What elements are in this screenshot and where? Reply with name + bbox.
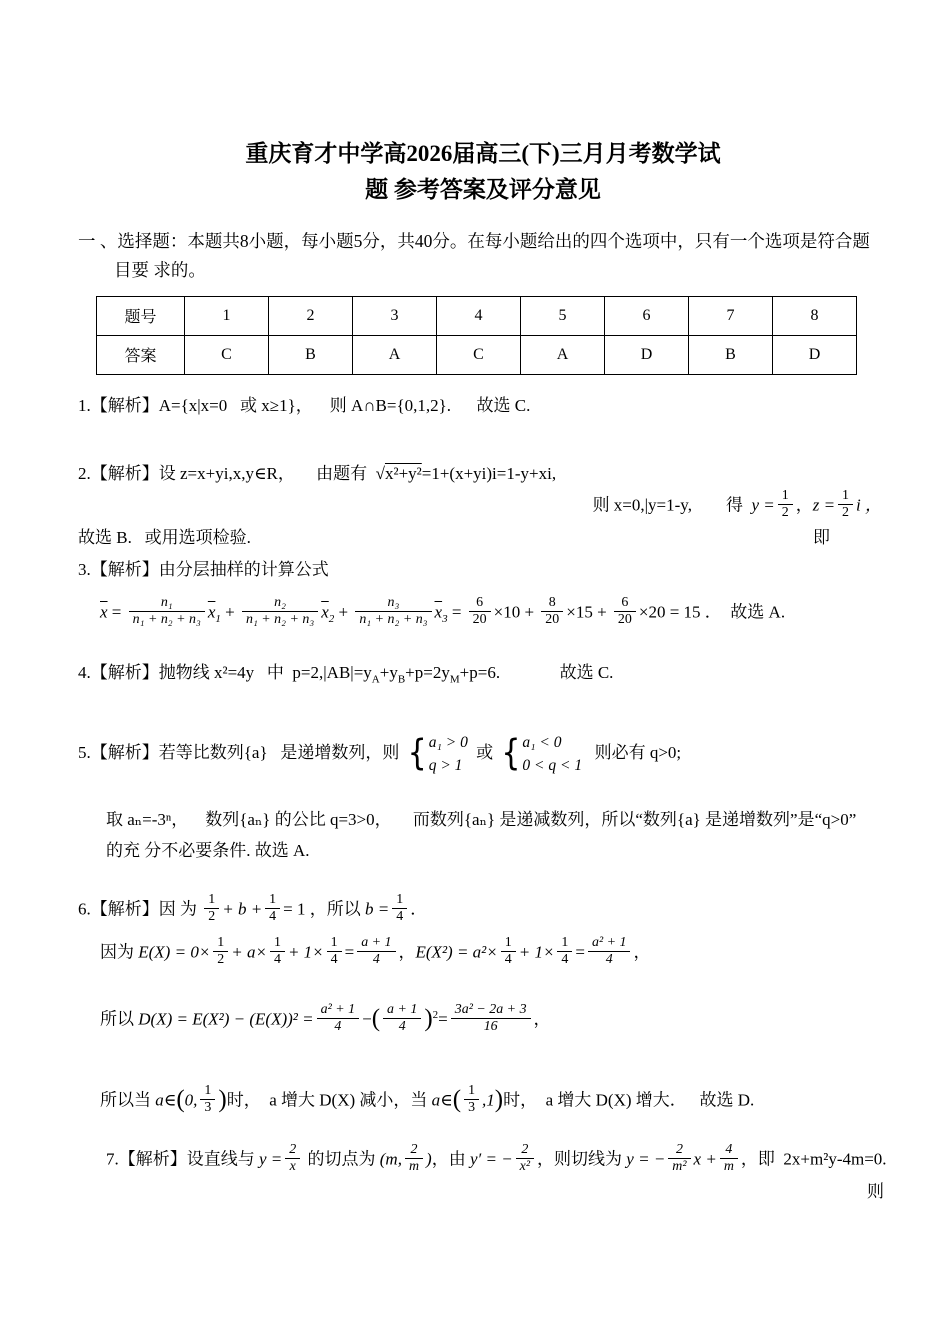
solution-line: [78, 894, 888, 927]
math-var: i ，: [856, 495, 882, 515]
frac-num: 1: [269, 892, 277, 908]
frac-den: 4: [357, 951, 395, 968]
math-var: y =: [751, 495, 775, 515]
solution-text: 因 为: [158, 899, 202, 919]
math-var: y = −: [626, 1149, 666, 1169]
math-fraction: [392, 892, 407, 925]
solution-7: [106, 1144, 888, 1205]
answer-cell: A: [353, 335, 437, 374]
solution-text: ，: [533, 1009, 551, 1029]
frac-den: 3: [200, 1099, 215, 1116]
brace-icon: {: [407, 732, 427, 775]
math-op: +: [338, 602, 349, 622]
frac-num: 3a² − 2a + 3: [454, 1002, 527, 1018]
solution-text: 时， a 增大 D(X) 增大． 故选 D.: [503, 1090, 755, 1110]
solution-number: 7.: [106, 1149, 119, 1169]
frac-den: 20: [541, 611, 563, 628]
frac-den: 20: [614, 611, 636, 628]
solution-line: [100, 1085, 888, 1118]
math-fraction: [327, 935, 342, 968]
case-row: a₁ < 0: [522, 733, 562, 751]
math-expr: E(X) = 0×: [138, 942, 211, 962]
frac-num: 1: [273, 935, 281, 951]
math-op: + a×: [231, 942, 267, 962]
frac-num: 1: [330, 935, 338, 951]
case-row: a₁ > 0: [428, 733, 468, 751]
solution-text: ，则切线为: [537, 1149, 627, 1169]
solution-text: A={x|x=0 或 x≥1}， 则 A∩B={0,1,2}. 故选 C.: [158, 395, 531, 415]
frac-num: 2: [675, 1142, 683, 1158]
solution-text: 或: [471, 743, 498, 762]
math-fraction: [405, 1142, 423, 1175]
solution-6: [78, 894, 888, 1118]
solution-text: ，: [633, 942, 651, 962]
right-paren: ): [494, 1085, 504, 1113]
math-sub: A: [371, 673, 380, 686]
math-op: + 1×: [518, 942, 555, 962]
solution-text: ，所以: [305, 899, 365, 919]
question-number-row: [97, 296, 857, 335]
math-fraction: [270, 935, 285, 968]
frac-num: 2: [289, 1142, 297, 1158]
math-var: b =: [364, 899, 390, 919]
number-cell: 8: [773, 296, 857, 335]
math-var: y =: [259, 1149, 283, 1169]
solution-text: 抛物线 x²=4y 中 p=2,|AB|=y: [158, 663, 372, 683]
frac-num: 6: [476, 595, 484, 611]
math-fraction: [588, 935, 631, 968]
solution-line: 的充 分不必要条件. 故选 A.: [106, 840, 310, 860]
solution-text: ，: [795, 495, 813, 515]
frac-num: 8: [548, 595, 556, 611]
solution-text: 故选 B. 或用选项检验.: [78, 527, 251, 547]
math-fraction: [720, 1142, 738, 1175]
section-line-1: 一 、选择题：本题共8小题，每小题5分，共40分。在每小题给出的四个选项中，只有一个选项是符合题: [78, 231, 870, 252]
answer-cell: C: [185, 335, 269, 374]
math-op: =: [438, 1009, 448, 1029]
solution-2: [78, 461, 888, 551]
math-fraction: [357, 935, 395, 968]
math-fraction: [355, 595, 431, 628]
brace-icon: {: [501, 732, 521, 775]
math-var: $\overline{x}$: [434, 602, 443, 622]
math-sub: 1: [215, 613, 221, 626]
number-cell: 2: [269, 296, 353, 335]
frac-den: 4: [270, 951, 285, 968]
stratified-sampling-formula: [100, 597, 888, 630]
frac-num: 1: [217, 935, 225, 951]
frac-num: 6: [621, 595, 629, 611]
section-heading: [78, 227, 888, 284]
math-var: z =: [812, 495, 836, 515]
case-system: [501, 731, 582, 778]
solution-text: 由分层抽样的计算公式: [158, 560, 329, 580]
math-fraction: [614, 595, 636, 628]
math-fraction: [838, 488, 853, 521]
solution-text: ．: [410, 899, 428, 919]
solution-4: [78, 660, 888, 688]
analysis-tag: 【解析】: [90, 899, 159, 919]
answer-cell: D: [605, 335, 689, 374]
solution-text: ，由: [431, 1149, 470, 1169]
math-sub: B: [397, 673, 406, 686]
frac-den: 4: [557, 951, 572, 968]
right-paren: ): [424, 1004, 433, 1032]
math-expr: D(X) = E(X²) − (E(X))² =: [138, 1009, 314, 1029]
math-fraction: [541, 595, 563, 628]
solution-text: ，: [398, 942, 416, 962]
frac-den: 4: [265, 908, 280, 925]
frac-den: 4: [327, 951, 342, 968]
frac-den: m: [405, 1158, 423, 1175]
solution-line: [78, 461, 888, 487]
math-fraction: [129, 595, 205, 628]
sqrt-icon: √: [375, 464, 385, 484]
math-var: $\overline{x}$: [100, 602, 108, 622]
frac-den: 2: [838, 504, 853, 521]
solution-text: 若等比数列{a} 是递增数列，则: [158, 743, 404, 762]
case-row: q > 1: [428, 757, 463, 775]
math-sub: M: [449, 673, 460, 686]
frac-num: 1: [468, 1083, 476, 1099]
frac-num: n₂: [274, 595, 286, 611]
frac-num: 4: [725, 1142, 733, 1158]
solution-number: 6.: [78, 899, 91, 919]
frac-num: a² + 1: [591, 935, 627, 951]
solution-text: 则必有 q>0;: [586, 743, 682, 762]
math-expr: E(X²) = a²×: [415, 942, 498, 962]
frac-den: 2: [204, 908, 219, 925]
math-sup: 2: [432, 1008, 439, 1021]
math-fraction: [778, 488, 793, 521]
math-fraction: [464, 1083, 479, 1116]
frac-num: n₃: [387, 595, 400, 611]
math-op: =: [111, 602, 122, 622]
math-fraction: [285, 1142, 300, 1175]
analysis-tag: 【解析】: [90, 395, 159, 415]
solution-text: +y: [379, 663, 398, 683]
header-cell: 答案: [97, 335, 185, 374]
math-fraction: [516, 1142, 534, 1175]
math-fraction: [383, 1002, 421, 1035]
math-sub: 3: [442, 613, 448, 626]
math-fraction: [469, 595, 491, 628]
frac-den: 2: [778, 504, 793, 521]
math-op: +: [225, 602, 235, 622]
title-line-1: 重庆育才中学高2026届高三(下)三月月考数学试: [245, 141, 721, 166]
math-text: 0,: [184, 1090, 198, 1110]
analysis-tag: 【解析】: [90, 464, 159, 484]
frac-num: a + 1: [387, 1002, 418, 1018]
solution-3: [78, 557, 888, 630]
solution-text: 故选 C.: [500, 663, 614, 683]
frac-num: 1: [204, 1083, 212, 1099]
solution-line: [78, 731, 888, 778]
math-op: + b +: [222, 899, 263, 919]
number-cell: 3: [353, 296, 437, 335]
math-op: =: [344, 942, 355, 962]
answer-row: [97, 335, 857, 374]
frac-num: 2: [521, 1142, 529, 1158]
frac-num: 1: [842, 487, 850, 503]
answer-cell: C: [437, 335, 521, 374]
answer-cell: B: [269, 335, 353, 374]
header-cell: 题号: [97, 296, 185, 335]
number-cell: 6: [605, 296, 689, 335]
solution-number: 5.: [78, 743, 91, 762]
math-var: y′ = −: [469, 1149, 513, 1169]
left-paren: (: [176, 1085, 185, 1113]
frac-num: n₁: [160, 595, 173, 611]
document-title: [78, 136, 888, 207]
analysis-tag: 【解析】: [118, 1149, 187, 1169]
case-rows: [522, 731, 582, 778]
frac-num: a² + 1: [320, 1002, 356, 1018]
frac-den: 4: [392, 908, 407, 925]
frac-num: 2: [410, 1142, 418, 1158]
solution-line: [78, 660, 888, 688]
math-op: x +: [693, 1149, 717, 1169]
frac-num: 1: [396, 892, 404, 908]
math-text: ,1: [482, 1090, 495, 1110]
frac-den: n₁ + n₂ + n₃: [242, 611, 318, 628]
solution-text: =1+(x+yi)i=1-y+xi,: [421, 464, 557, 484]
solution-number: 4.: [78, 663, 91, 683]
analysis-tag: 【解析】: [90, 560, 159, 580]
math-op: =: [451, 602, 462, 622]
math-op: =: [575, 942, 585, 962]
solution-text: 时， a 增大 D(X) 减小，当: [226, 1090, 432, 1110]
math-fraction: [557, 935, 572, 968]
answer-cell: D: [773, 335, 857, 374]
frac-den: 4: [317, 1018, 360, 1035]
solution-line: [100, 937, 888, 970]
math-fraction: [451, 1002, 531, 1035]
solution-5: [78, 731, 888, 864]
solution-text: +p=2y: [405, 663, 450, 683]
math-op: −: [362, 1009, 372, 1029]
solution-text: 所以当: [100, 1090, 156, 1110]
math-text: ): [426, 1149, 432, 1169]
frac-den: 20: [469, 611, 491, 628]
solution-text: 设 z=x+yi,x,y∈R， 由题有: [158, 464, 376, 484]
math-op: ×15 +: [566, 602, 607, 622]
math-op: ×20 = 15: [638, 602, 701, 622]
solution-number: 3.: [78, 560, 91, 580]
frac-den: m²: [668, 1158, 690, 1175]
solution-1: [78, 393, 888, 419]
solution-text: 设直线与: [186, 1149, 259, 1169]
frac-den: x: [285, 1158, 300, 1175]
solution-line: [78, 557, 888, 583]
frac-den: 4: [501, 951, 516, 968]
math-fraction: [317, 1002, 360, 1035]
solution-text: 即: [813, 527, 830, 547]
section-line-2: 目要 求的。: [114, 259, 206, 280]
solution-line: [106, 1144, 888, 1177]
math-text: (m,: [379, 1149, 402, 1169]
title-line-2: 题 参考答案及评分意见: [365, 176, 601, 202]
frac-den: 4: [383, 1018, 421, 1035]
frac-den: m: [720, 1158, 738, 1175]
frac-den: x²: [516, 1158, 534, 1175]
frac-num: 1: [561, 935, 569, 951]
math-var: $\overline{x}$: [321, 602, 329, 622]
number-cell: 5: [521, 296, 605, 335]
solution-number: 1.: [78, 395, 91, 415]
frac-num: 1: [504, 935, 512, 951]
math-sub: 2: [328, 613, 335, 626]
math-fraction: [204, 892, 219, 925]
solution-line: [78, 525, 888, 551]
math-fraction: [242, 595, 318, 628]
frac-den: n₁ + n₂ + n₃: [355, 611, 431, 628]
solution-text: ． 故选 A.: [704, 602, 786, 622]
radicand: x²+y²: [384, 464, 422, 484]
solution-text: 的切点为: [303, 1149, 380, 1169]
solution-line: [78, 393, 888, 419]
frac-den: 16: [451, 1018, 531, 1035]
math-op: = 1: [283, 899, 306, 919]
frac-num: a + 1: [361, 935, 392, 951]
frac-den: 3: [464, 1099, 479, 1116]
math-var: a∈: [431, 1090, 453, 1110]
math-fraction: [200, 1083, 215, 1116]
solution-line: 取 aₙ=-3ⁿ， 数列{aₙ} 的公比 q=3>0， 而数列{aₙ} 是递减数列，所以“数列{a} 是递增数列”是“q>0”: [106, 810, 857, 830]
solution-text: 则 x=0,|y=1-y,: [592, 495, 726, 515]
number-cell: 7: [689, 296, 773, 335]
number-cell: 4: [437, 296, 521, 335]
case-rows: [429, 731, 468, 778]
case-system: [408, 731, 468, 778]
frac-num: 1: [781, 487, 789, 503]
math-fraction: [265, 892, 280, 925]
math-var: a∈: [155, 1090, 177, 1110]
number-cell: 1: [185, 296, 269, 335]
left-paren: (: [371, 1004, 381, 1032]
continuation-text: 则: [867, 1182, 884, 1202]
solution-text: 所以: [100, 1009, 139, 1029]
math-fraction: [668, 1142, 690, 1175]
right-paren: ): [218, 1085, 227, 1113]
math-var: $\overline{x}$: [207, 602, 216, 622]
math-fraction: [213, 935, 228, 968]
analysis-tag: 【解析】: [90, 743, 159, 762]
case-row: 0 < q < 1: [522, 757, 583, 775]
frac-num: 1: [208, 892, 216, 908]
solution-line: [100, 1004, 888, 1037]
analysis-tag: 【解析】: [90, 663, 159, 683]
answer-cell: B: [689, 335, 773, 374]
side-derivation: [78, 487, 888, 523]
answer-cell: A: [521, 335, 605, 374]
frac-den: 2: [213, 951, 228, 968]
frac-den: n₁ + n₂ + n₃: [129, 611, 205, 628]
answer-table: [96, 296, 857, 375]
left-paren: (: [452, 1085, 462, 1113]
frac-den: 4: [588, 951, 631, 968]
solution-number: 2.: [78, 464, 91, 484]
math-fraction: [501, 935, 516, 968]
solution-text: +p=6.: [459, 663, 501, 683]
solution-text: ，即 2x+m²y-4m=0.: [740, 1149, 887, 1169]
math-op: + 1×: [287, 942, 324, 962]
solution-text: 因为: [100, 942, 139, 962]
solution-text: 得: [725, 495, 752, 515]
math-op: ×10 +: [493, 602, 535, 622]
